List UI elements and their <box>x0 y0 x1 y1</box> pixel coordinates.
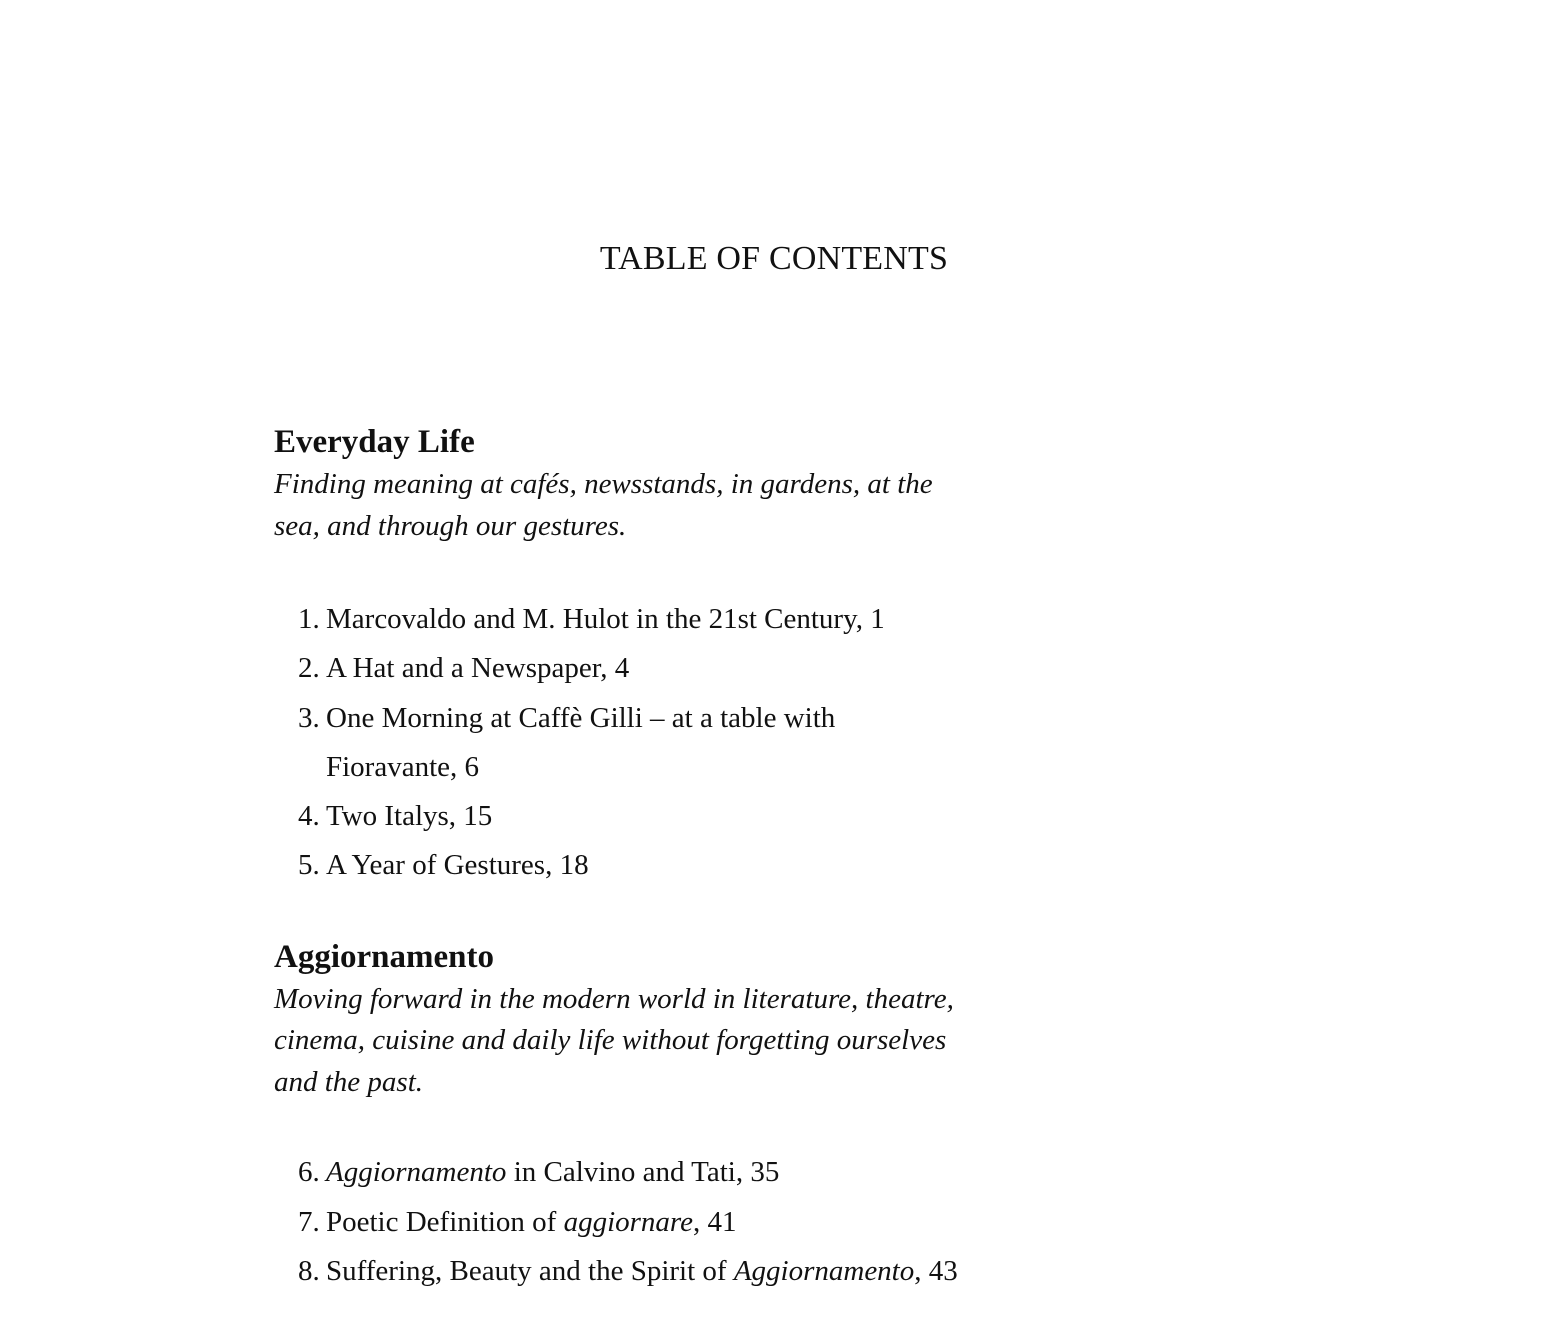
description-line: cinema, cuisine and daily life without forgetting ourselves <box>274 1024 947 1057</box>
toc-list <box>274 1148 1014 1296</box>
toc-entry-title: in Calvino and Tati, 35 <box>506 1156 780 1189</box>
toc-entry-title: A Year of Gestures, 18 <box>326 849 589 882</box>
page-title: TABLE OF CONTENTS <box>599 240 949 277</box>
table-of-contents <box>274 420 1014 1296</box>
toc-entry-title: Poetic Definition of <box>326 1205 564 1238</box>
toc-entry[interactable] <box>274 644 1014 693</box>
section-heading: Aggiornamento <box>274 938 494 975</box>
toc-entry-number: 3. <box>298 701 320 734</box>
section-aggiornamento <box>274 935 1014 1296</box>
toc-entry-title-italic: Aggiornamento <box>326 1156 507 1189</box>
toc-entry-title-italic: Aggiornamento <box>733 1254 915 1287</box>
toc-entry-title: , 43 <box>914 1254 958 1287</box>
section-heading: Everyday Life <box>274 424 475 460</box>
toc-entry-number: 2. <box>298 652 320 685</box>
toc-list <box>274 595 1014 891</box>
toc-entry[interactable] <box>274 694 1014 743</box>
toc-entry-title: Fioravante, 6 <box>326 750 480 783</box>
toc-entry[interactable] <box>274 595 1014 644</box>
toc-entry-title: , 41 <box>693 1205 737 1238</box>
description-line: Moving forward in the modern world in literature, theatre, <box>274 982 954 1015</box>
toc-entry-number: 5. <box>298 849 320 882</box>
toc-entry-number: 4. <box>298 800 320 833</box>
description-line: and the past. <box>274 1065 424 1098</box>
toc-entry-number: 1. <box>298 603 320 635</box>
toc-entry-title: Suffering, Beauty and the Spirit of <box>326 1254 734 1287</box>
description-line: Finding meaning at cafés, newsstands, in gardens, at the <box>274 468 933 500</box>
toc-entry[interactable] <box>274 1198 1014 1247</box>
toc-entry-number: 7. <box>298 1205 320 1238</box>
toc-entry-continuation[interactable] <box>274 743 1014 792</box>
toc-entry[interactable] <box>274 792 1014 841</box>
section-description <box>274 464 1014 547</box>
toc-entry[interactable] <box>274 841 1014 890</box>
description-line: sea, and through our gestures. <box>274 509 627 542</box>
toc-entry[interactable] <box>274 1247 1014 1296</box>
toc-entry-number: 8. <box>298 1254 320 1287</box>
toc-entry[interactable] <box>274 1148 1014 1197</box>
toc-entry-title: A Hat and a Newspaper, 4 <box>326 652 630 685</box>
toc-entry-title: Marcovaldo and M. Hulot in the 21st Century, 1 <box>326 603 885 635</box>
toc-entry-title-italic: aggiornare <box>563 1205 694 1238</box>
section-description <box>274 979 1014 1104</box>
toc-entry-title: One Morning at Caffè Gilli – at a table with <box>326 701 836 734</box>
toc-entry-title: Two Italys, 15 <box>326 800 493 833</box>
section-everyday-life <box>274 420 1014 891</box>
toc-entry-number: 6. <box>298 1156 320 1189</box>
